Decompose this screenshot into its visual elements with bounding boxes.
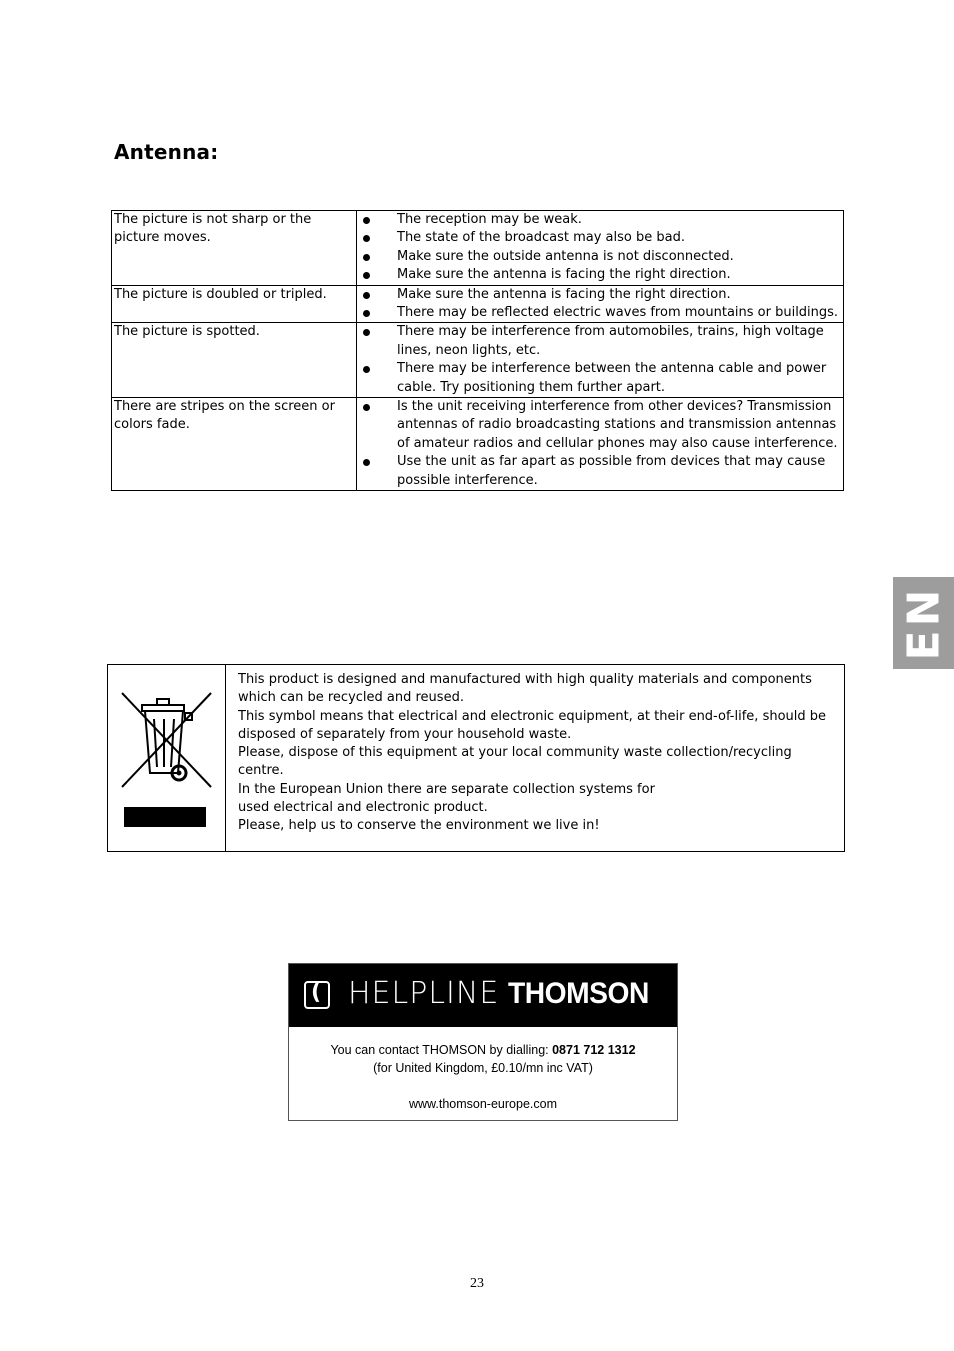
recycling-paragraph: This product is designed and manufactured with high quality materials and components which can be recycled and reused. xyxy=(238,672,812,706)
helpline-url[interactable]: www.thomson-europe.com xyxy=(409,1097,557,1111)
helpline-banner xyxy=(289,964,677,1027)
symptom-cell: The picture is spotted. xyxy=(112,323,357,398)
list-item: There may be interference from automobiles, trains, high voltage lines, neon lights, etc. xyxy=(359,323,841,360)
helpline-number: 0871 712 1312 xyxy=(552,1043,636,1057)
causes-list xyxy=(359,323,841,397)
list-item: The reception may be weak. xyxy=(359,211,841,229)
section-heading: Antenna: xyxy=(114,140,219,164)
causes-list xyxy=(359,286,841,323)
table-row xyxy=(112,398,844,491)
list-item: Use the unit as far apart as possible from devices that may cause possible interference. xyxy=(359,453,841,490)
troubleshooting-table xyxy=(111,210,844,491)
list-item: Is the unit receiving interference from other devices? Transmission antennas of radio broadcasting stations and transmission antennas of amateur radios and cellular phones may also cause interference. xyxy=(359,398,841,453)
causes-cell xyxy=(357,211,844,286)
language-tab xyxy=(893,577,954,669)
phone-icon-glyph: ( xyxy=(311,980,322,1005)
list-item: Make sure the antenna is facing the right direction. xyxy=(359,266,841,284)
recycling-text xyxy=(226,665,844,851)
table-row xyxy=(112,285,844,323)
recycling-paragraph: This symbol means that electrical and electronic equipment, at their end-of-life, should be disposed of separately from your household waste. xyxy=(238,708,827,742)
helpline-contact-text: You can contact THOMSON by dialling: xyxy=(330,1043,549,1057)
thomson-logo: THOMSON xyxy=(508,977,649,1010)
recycling-paragraph: used electrical and electronic product. xyxy=(238,800,488,816)
recycling-notice xyxy=(107,664,845,852)
symptom-cell: The picture is not sharp or the picture moves. xyxy=(112,211,357,286)
helpline-title: HELPLINE xyxy=(348,976,500,1011)
list-item: Make sure the antenna is facing the right direction. xyxy=(359,286,841,304)
causes-cell xyxy=(357,285,844,323)
recycling-paragraph: In the European Union there are separate collection systems for xyxy=(238,781,655,797)
helpline-box xyxy=(288,963,678,1121)
causes-cell xyxy=(357,323,844,398)
table-row xyxy=(112,323,844,398)
causes-cell xyxy=(357,398,844,491)
phone-icon xyxy=(304,981,330,1009)
helpline-body xyxy=(289,1027,677,1113)
table-row xyxy=(112,211,844,286)
recycling-paragraph: Please, help us to conserve the environment we live in! xyxy=(238,818,600,834)
list-item: There may be reflected electric waves from mountains or buildings. xyxy=(359,304,841,322)
weee-symbol-cell xyxy=(108,665,226,851)
page-number: 23 xyxy=(470,1276,484,1291)
crossed-out-bin-icon xyxy=(120,691,215,791)
symptom-cell: There are stripes on the screen or colors fade. xyxy=(112,398,357,491)
helpline-contact-line xyxy=(289,1041,677,1059)
list-item: Make sure the outside antenna is not disconnected. xyxy=(359,248,841,266)
symptom-cell: The picture is doubled or tripled. xyxy=(112,285,357,323)
language-tab-label: EN xyxy=(898,585,949,661)
recycling-paragraph: Please, dispose of this equipment at your local community waste collection/recycling centre. xyxy=(238,745,792,779)
list-item: There may be interference between the antenna cable and power cable. Try positioning them further apart. xyxy=(359,360,841,397)
list-item: The state of the broadcast may also be bad. xyxy=(359,229,841,247)
causes-list xyxy=(359,211,841,285)
helpline-rate: (for United Kingdom, £0.10/mn inc VAT) xyxy=(373,1061,593,1075)
weee-bar xyxy=(124,807,206,827)
causes-list xyxy=(359,398,841,490)
